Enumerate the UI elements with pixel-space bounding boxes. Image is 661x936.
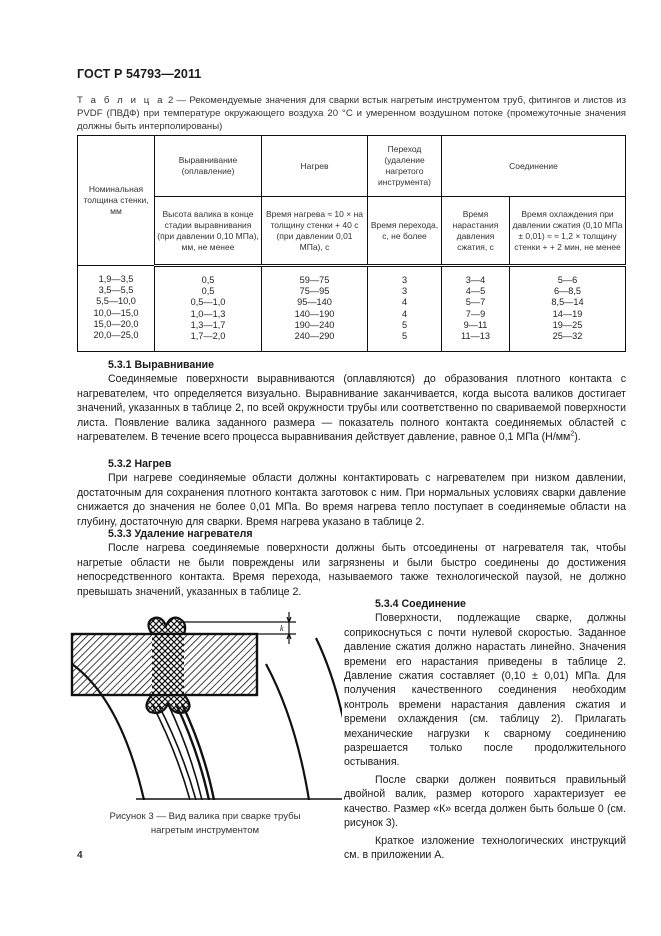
table-cell: 14—19 (552, 308, 583, 319)
table-cell: 20,0—25,0 (93, 330, 139, 341)
table-cell: 8,5—14 (551, 297, 584, 308)
table-cell: 5 (401, 331, 408, 342)
section-paragraph (77, 372, 626, 444)
column-heating-time (262, 266, 368, 352)
table-cell: 0,5—1,0 (190, 297, 226, 308)
weld-bead-diagram (66, 600, 342, 800)
table-cell: 3 (401, 286, 408, 297)
pipe-inner-arc-right (266, 664, 309, 800)
subheader-pressure-rise: Время нарастания давления сжатия, с (442, 197, 510, 266)
table-caption-text: 2 — Рекомендуемые значения для сварки встык нагретым инструментом труб, фитингов и листов из PVDF (ПВДФ) при температуре окружающего воздуха 20 °С и умеренном воздушном потоке (промежуточные значения должны быть интерполированы) (77, 95, 626, 132)
paragraph-tail: ). (574, 431, 581, 444)
column-bead-height (155, 266, 262, 352)
weld-zone (152, 634, 184, 695)
table-cell: 5,5—10,0 (96, 296, 136, 307)
table-cell: 4 (401, 297, 408, 308)
subheader-heating-time: Время нагрева ≈ 10 × на толщину стенки + 40 с (при давлении 0,01 МПа), с (262, 197, 368, 266)
table-cell: 6—8,5 (553, 286, 582, 297)
table-cell: 3 (401, 275, 408, 285)
dimension-k-label: k (280, 624, 284, 633)
section-paragraph: Поверхности, подлежащие сварке, должны соприкоснуться с почти нулевой скоростью. Заданное давление сжатия должно нарастать линейно. Значения времени его нарастания приведены в таблице 2. Давление сжатия составляет (0,10 ± 0,01) МПа. Для получения качественного соединения необходим контроль времени нарастания давления сжатия и времени охлаждения (см. таблицу 2). Прилагать механические нагрузки к сварному соединению разрешается только после продолжительного остывания. (344, 612, 626, 769)
table-cell: 4—5 (465, 286, 486, 297)
table-cell: 1,0—1,3 (190, 308, 226, 319)
table-cell: 1,3—1,7 (190, 319, 226, 330)
section-5-3-3 (77, 527, 626, 599)
header-transition: Переход (удаление нагретого инструмента) (368, 136, 442, 197)
figure-caption (80, 810, 330, 837)
section-5-3-4 (344, 597, 626, 862)
table-cell: 25—32 (552, 331, 583, 342)
section-paragraph: После нагрева соединяемые поверхности должны быть отсоединены от нагревателя так, чтобы нагретые области не были повреждены или загрязнены и были быстро соединены до достижения непосредственного контакта. Время перехода, называемого также технологической паузой, не должно превышать значений, указанных в таблице 2. (77, 542, 626, 598)
subheader-cooling-time: Время охлаждения при давлении сжатия (0,10 МПа ± 0,01) ≈ ≈ 1,2 × толщину стенки + + 2 мин, не менее (510, 197, 626, 266)
inner-bead (146, 695, 189, 713)
table-cell: 5—6 (557, 275, 578, 285)
welding-parameters-table (77, 135, 626, 352)
section-paragraph: После сварки должен появиться правильный двойной валик, размер которого характеризует ее качество. Размер «К» всегда должен быть больше 0 (см. рисунок 3). (344, 773, 626, 830)
table-cell: 11—13 (461, 331, 490, 342)
section-paragraph: Краткое изложение технологических инструкций см. в приложении А. (344, 834, 626, 861)
subheader-bead-height: Высота валика в конце стадии выравнивания (при давлении 0,10 МПа), мм, не менее (155, 197, 262, 266)
column-thickness (78, 266, 155, 352)
table-cell: 1,7—2,0 (190, 331, 226, 342)
header-thickness: Номинальная толщина стенки, мм (78, 136, 155, 266)
header-joining: Соединение (442, 136, 626, 197)
section-heading: 5.3.1 Выравнивание (108, 359, 215, 371)
column-transition-time (368, 266, 442, 352)
table-body-row (78, 266, 626, 352)
table-cell: 5 (401, 319, 408, 330)
table-cell: 59—75 (299, 275, 330, 285)
table-cell: 0,5 (201, 286, 215, 297)
section-heading: 5.3.2 Нагрев (108, 458, 172, 470)
table-cell: 0,5 (201, 275, 215, 285)
table-cell: 5—7 (465, 297, 486, 308)
table-cell: 9—11 (463, 319, 488, 330)
section-heading: 5.3.4 Соединение (375, 598, 466, 610)
table-cell: 7—9 (465, 308, 486, 319)
superscript: 2 (570, 430, 575, 438)
document-title: ГОСТ Р 54793—2011 (77, 67, 202, 81)
table-cell: 3,5—5,5 (98, 285, 134, 296)
table-cell: 1,9—3,5 (98, 274, 134, 284)
table-cell: 3—4 (465, 275, 486, 285)
column-cooling-time (510, 266, 626, 352)
table-cell: 140—190 (294, 308, 335, 319)
section-5-3-1 (77, 358, 626, 444)
table-cell: 190—240 (294, 319, 335, 330)
section-heading: 5.3.3 Удаление нагревателя (108, 528, 253, 540)
header-heating: Нагрев (262, 136, 368, 197)
table-caption (77, 94, 626, 133)
table-cell: 10,0—15,0 (93, 307, 139, 318)
table-cell: 15,0—20,0 (93, 318, 139, 329)
pipe-outer-arc (316, 638, 342, 800)
table-cell: 19—25 (552, 319, 583, 330)
table-caption-label: Т а б л и ц а (77, 95, 165, 106)
table-cell: 240—290 (294, 331, 335, 342)
page-number: 4 (77, 850, 83, 861)
table-cell: 4 (401, 308, 408, 319)
outer-bead (148, 618, 185, 634)
figure-caption-line-2: нагретым инструментом (150, 824, 260, 836)
table-cell: 95—140 (297, 297, 332, 308)
table-header-row-2 (78, 197, 626, 266)
header-alignment: Выравнивание (оплавление) (155, 136, 262, 197)
paragraph-text: Соединяемые поверхности выравниваются (оплавляются) до образования плотного контакта с нагревателем, что определяется визуально. Выравнивание заканчивается, когда высота валиков достигает значений, указанных в таблице 2, по всей окружности трубы или соответственно по свариваемой поверхности листа. Появление валика заданного размера — показатель полного контакта соединяемых областей с нагревателем. В течение всего процесса выравнивания действует давление, равное 0,1 МПа (Н/мм (77, 373, 626, 444)
section-5-3-2 (77, 457, 626, 529)
figure-caption-line-1: Рисунок 3 — Вид валика при сварке трубы (109, 811, 301, 822)
section-paragraph: При нагреве соединяемые области должны контактировать с нагревателем при низком давлении, достаточным для сохранения плотного контакта заготовок с ним. При нормальных условиях сварки давление снижается до значения не более 0,01 МПа. Во время нагрева тепло поступает в соединяемые области на глубину, достаточную для сварки. Время нагрева указано в таблице 2. (77, 472, 626, 528)
figure-3-weld-bead (66, 600, 342, 800)
table-header-row-1 (78, 136, 626, 197)
column-pressure-rise-time (442, 266, 510, 352)
table-cell: 75—95 (299, 286, 330, 297)
subheader-transition-time: Время перехода, с, не более (368, 197, 442, 266)
